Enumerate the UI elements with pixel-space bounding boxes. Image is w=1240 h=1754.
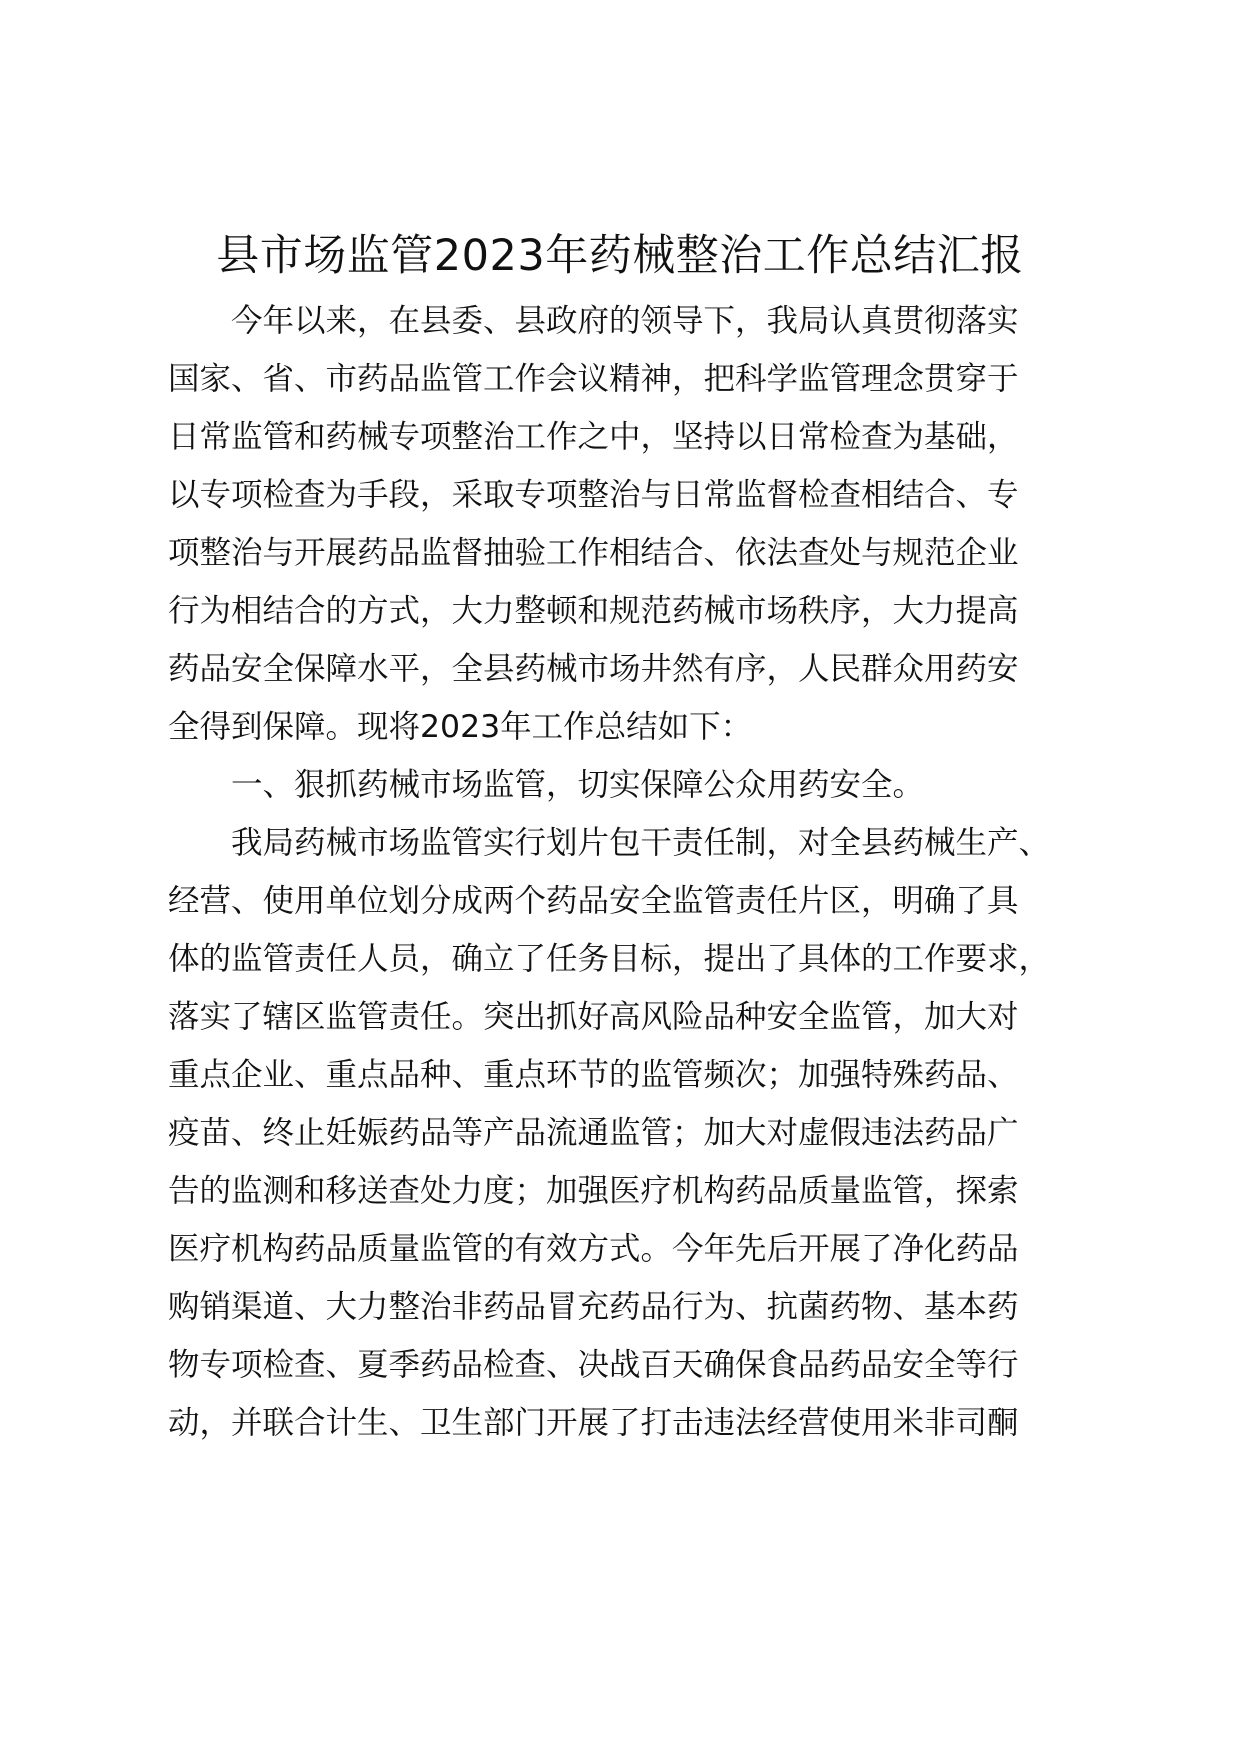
section-heading: 一、狠抓药械市场监管，切实保障公众用药安全。 bbox=[231, 767, 925, 803]
paragraph-line: 以专项检查为手段，采取专项整治与日常监督检查相结合、专 bbox=[168, 477, 1019, 513]
paragraph-line: 国家、省、市药品监管工作会议精神，把科学监管理念贯穿于 bbox=[168, 361, 1019, 397]
document-title: 县市场监管2023年药械整治工作总结汇报 bbox=[216, 231, 1024, 281]
paragraph-line: 落实了辖区监管责任。突出抓好高风险品种安全监管，加大对 bbox=[168, 999, 1019, 1035]
paragraph-line: 项整治与开展药品监督抽验工作相结合、依法查处与规范企业 bbox=[168, 535, 1019, 571]
paragraph-line: 告的监测和移送查处力度；加强医疗机构药品质量监管，探索 bbox=[168, 1173, 1019, 1209]
paragraph-line: 我局药械市场监管实行划片包干责任制，对全县药械生产、 bbox=[231, 825, 1051, 861]
paragraph-line: 日常监管和药械专项整治工作之中，坚持以日常检查为基础， bbox=[168, 419, 1019, 455]
paragraph-line: 全得到保障。现将2023年工作总结如下： bbox=[168, 709, 753, 745]
paragraph-line: 物专项检查、夏季药品检查、决战百天确保食品药品安全等行 bbox=[168, 1347, 1019, 1383]
paragraph-line: 体的监管责任人员，确立了任务目标，提出了具体的工作要求， bbox=[168, 941, 1051, 977]
paragraph-line: 购销渠道、大力整治非药品冒充药品行为、抗菌药物、基本药 bbox=[168, 1289, 1019, 1325]
paragraph-line: 医疗机构药品质量监管的有效方式。今年先后开展了净化药品 bbox=[168, 1231, 1019, 1267]
document-body bbox=[168, 292, 1078, 1452]
paragraph-line: 动，并联合计生、卫生部门开展了打击违法经营使用米非司酮 bbox=[168, 1405, 1019, 1441]
paragraph-line: 重点企业、重点品种、重点环节的监管频次；加强特殊药品、 bbox=[168, 1057, 1019, 1093]
paragraph-line: 今年以来，在县委、县政府的领导下，我局认真贯彻落实 bbox=[231, 303, 1019, 339]
paragraph-line: 药品安全保障水平，全县药械市场井然有序，人民群众用药安 bbox=[168, 651, 1019, 687]
paragraph-line: 行为相结合的方式，大力整顿和规范药械市场秩序，大力提高 bbox=[168, 593, 1019, 629]
paragraph-line: 经营、使用单位划分成两个药品安全监管责任片区，明确了具 bbox=[168, 883, 1019, 919]
paragraph-line: 疫苗、终止妊娠药品等产品流通监管；加大对虚假违法药品广 bbox=[168, 1115, 1019, 1151]
